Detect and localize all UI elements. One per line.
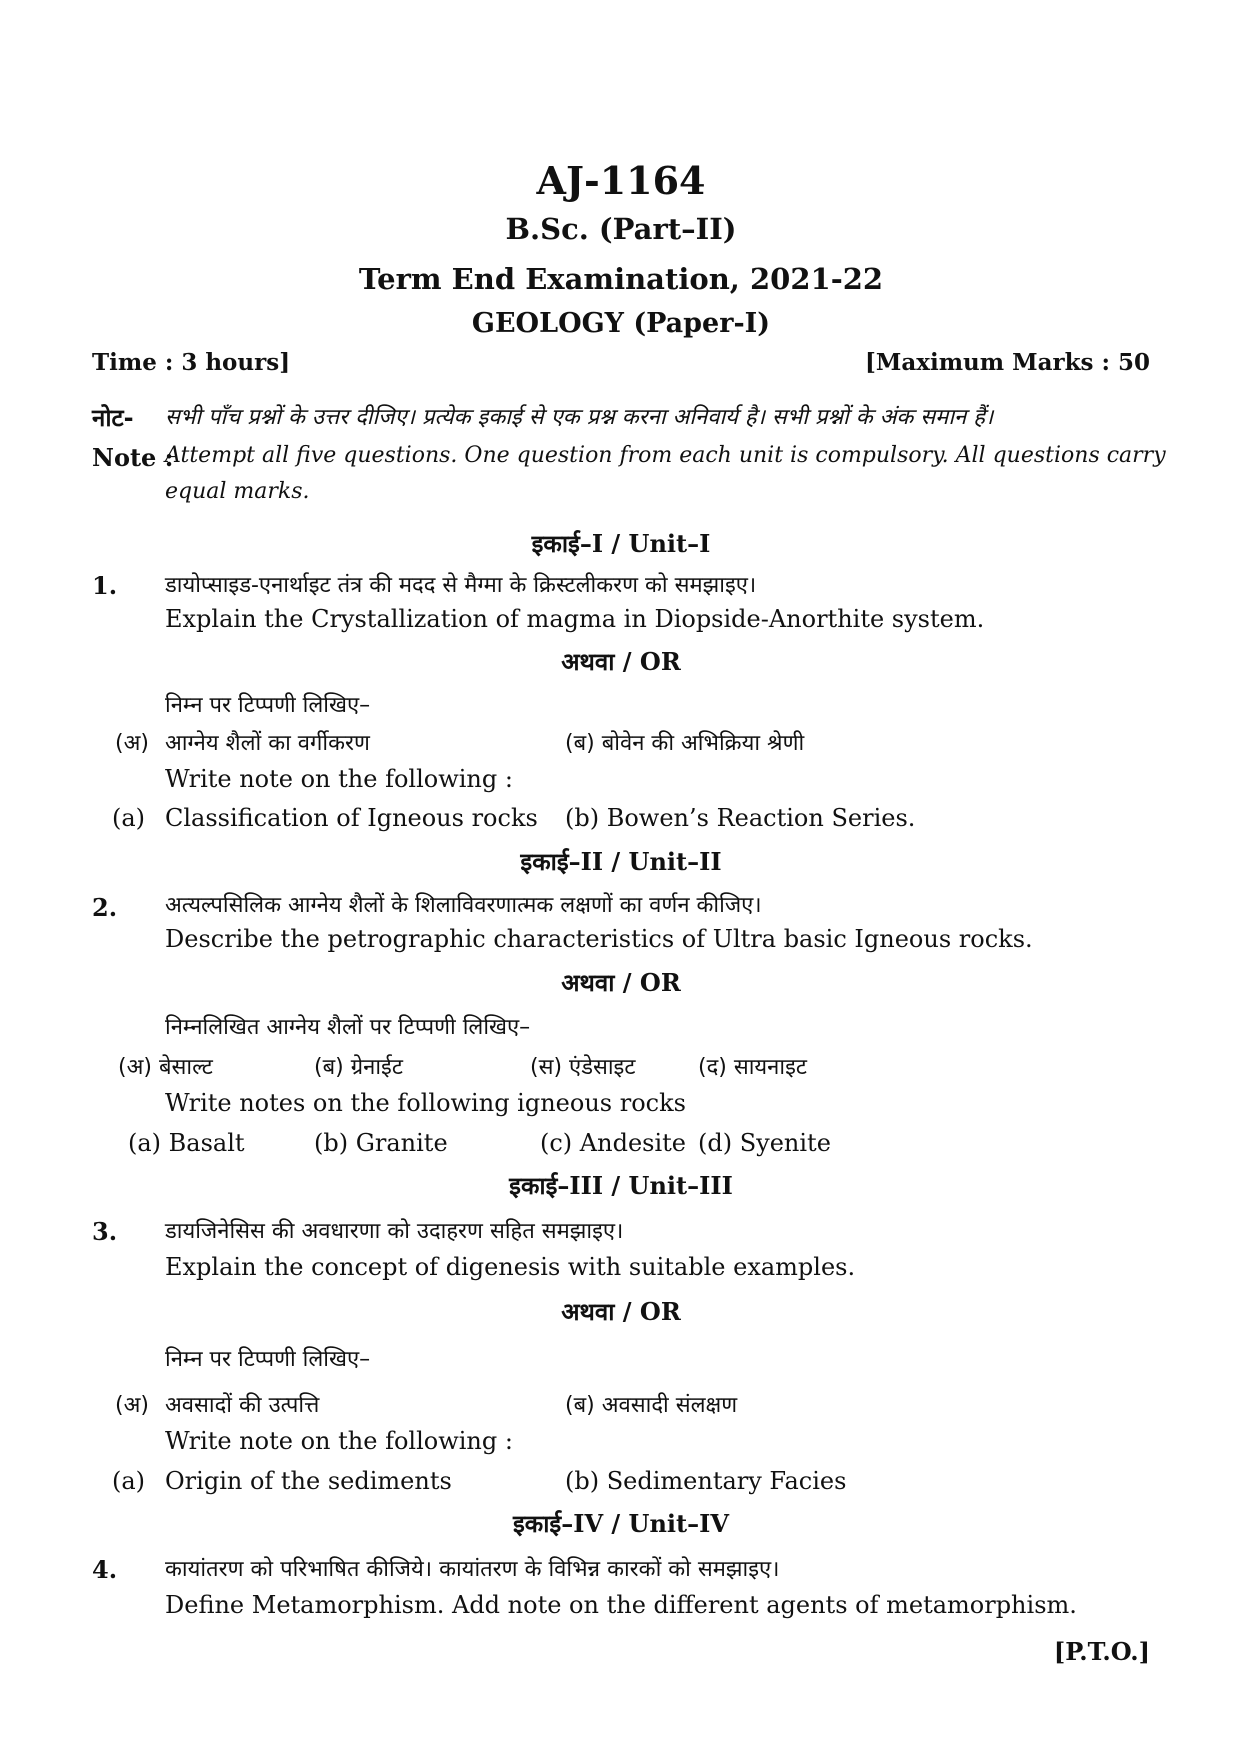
q2-number: 2. xyxy=(92,893,118,922)
note-text-hindi: सभी पाँच प्रश्नों के उत्तर दीजिए। प्रत्येक इकाई से एक प्रश्न करना अनिवार्य है। सभी प्रश्नों के अंक समान हैं। xyxy=(165,405,994,430)
note-text-line2: equal marks. xyxy=(165,479,310,504)
q3-alt-hindi: निम्न पर टिप्पणी लिखिए– xyxy=(165,1347,371,1372)
q2-alt-hindi: निम्नलिखित आग्नेय शैलों पर टिप्पणी लिखिए– xyxy=(165,1015,531,1040)
q4-hindi: कायांतरण को परिभाषित कीजिये। कायांतरण के विभिन्न कारकों को समझाइए। xyxy=(165,1557,780,1582)
q4-english: Define Metamorphism. Add note on the different agents of metamorphism. xyxy=(165,1591,1077,1619)
q1-alt-hindi-b: (ब) बोवेन की अभिक्रिया श्रेणी xyxy=(565,731,805,756)
q2-or-label: अथवा / OR xyxy=(561,968,681,997)
unit-3-heading: इकाई–III / Unit–III xyxy=(509,1171,733,1200)
q1-english: Explain the Crystallization of magma in Diopside-Anorthite system. xyxy=(165,605,985,633)
paper-code: AJ-1164 xyxy=(536,158,706,203)
pto-marker: [P.T.O.] xyxy=(1053,1637,1150,1666)
q1-number: 1. xyxy=(92,571,118,600)
q1-alt-english-a: Classification of Igneous rocks xyxy=(165,804,538,832)
q3-hindi: डायजिनेसिस की अवधारणा को उदाहरण सहित समझाइए। xyxy=(165,1219,624,1244)
q3-english: Explain the concept of digenesis with suitable examples. xyxy=(165,1253,856,1281)
q2-english-a: (a) Basalt xyxy=(128,1129,245,1157)
note-label-hindi: नोट- xyxy=(92,404,134,432)
q1-alt-english-b: (b) Bowen’s Reaction Series. xyxy=(565,804,916,832)
q1-hindi: डायोप्साइड-एनार्थाइट तंत्र की मदद से मैग्मा के क्रिस्टलीकरण को समझाइए। xyxy=(165,573,757,598)
q1-alt-hindi-a-label: (अ) xyxy=(115,731,149,756)
q2-hindi-a: (अ) बेसाल्ट xyxy=(118,1055,213,1080)
q2-hindi-d: (द) सायनाइट xyxy=(698,1055,807,1080)
q3-alt-hindi-a-label: (अ) xyxy=(115,1393,149,1418)
q4-number: 4. xyxy=(92,1555,118,1584)
q2-english-b: (b) Granite xyxy=(314,1129,448,1157)
q3-or-label: अथवा / OR xyxy=(561,1297,681,1326)
q1-alt-hindi-a: आग्नेय शैलों का वर्गीकरण xyxy=(165,731,370,756)
unit-4-heading: इकाई–IV / Unit–IV xyxy=(513,1509,729,1538)
q1-alt-english-a-label: (a) xyxy=(112,804,146,832)
q3-alt-english: Write note on the following : xyxy=(165,1427,513,1455)
q2-hindi-c: (स) एंडेसाइट xyxy=(530,1055,636,1080)
q2-alt-english: Write notes on the following igneous rocks xyxy=(165,1089,686,1117)
q2-english-c: (c) Andesite xyxy=(540,1129,686,1157)
q1-alt-english: Write note on the following : xyxy=(165,765,513,793)
unit-2-heading: इकाई–II / Unit–II xyxy=(520,847,722,876)
q3-number: 3. xyxy=(92,1217,118,1246)
q2-hindi: अत्यल्पसिलिक आग्नेय शैलों के शिलाविवरणात्मक लक्षणों का वर्णन कीजिए। xyxy=(165,893,762,918)
q3-alt-hindi-b: (ब) अवसादी संलक्षण xyxy=(565,1393,738,1418)
q3-alt-english-a: Origin of the sediments xyxy=(165,1467,452,1495)
maximum-marks: [Maximum Marks : 50 xyxy=(865,349,1150,376)
unit-1-heading: इकाई–I / Unit–I xyxy=(531,529,711,558)
exam-title: Term End Examination, 2021-22 xyxy=(358,262,884,296)
q3-alt-english-b: (b) Sedimentary Facies xyxy=(565,1467,847,1495)
course-name: B.Sc. (Part–II) xyxy=(505,212,737,246)
q3-alt-hindi-a: अवसादों की उत्पत्ति xyxy=(165,1393,320,1418)
q1-alt-hindi: निम्न पर टिप्पणी लिखिए– xyxy=(165,693,371,718)
subject-title: GEOLOGY (Paper-I) xyxy=(471,308,771,339)
q3-alt-english-a-label: (a) xyxy=(112,1467,146,1495)
note-text-line1: Attempt all five questions. One question from each unit is compulsory. All questions carry xyxy=(165,443,1166,468)
q1-or-label: अथवा / OR xyxy=(561,647,681,676)
q2-english-d: (d) Syenite xyxy=(698,1129,831,1157)
q2-english: Describe the petrographic characteristics of Ultra basic Igneous rocks. xyxy=(165,925,1033,953)
q2-hindi-b: (ब) ग्रेनाईट xyxy=(314,1055,403,1080)
note-label: Note : xyxy=(92,443,174,472)
time-allowed: Time : 3 hours] xyxy=(92,349,291,376)
